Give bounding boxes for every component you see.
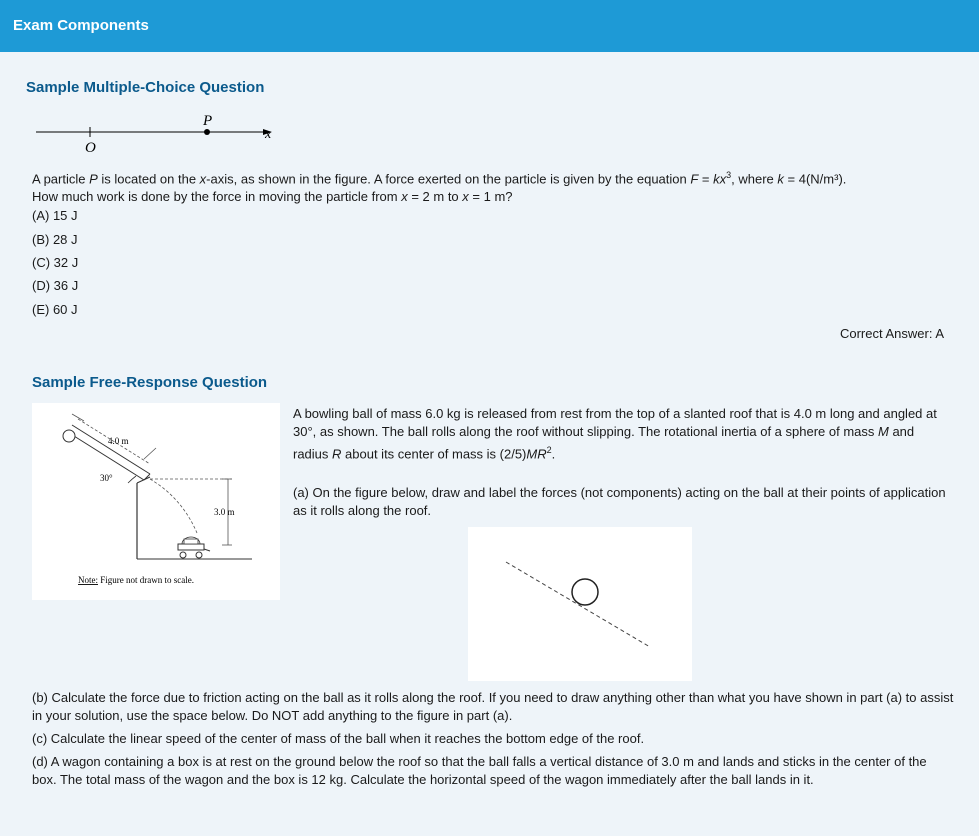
ball-icon	[572, 579, 598, 605]
roof-figure	[32, 403, 280, 600]
mcq-question-line-2: How much work is done by the force in moving the particle from x = 2 m to x = 1 m?	[32, 189, 513, 205]
incline-ball-drawing	[468, 527, 692, 681]
mcq-question-line-1: A particle P is located on the x-axis, as shown in the figure. A force exerted on the particle is given by the equation $F = kx^3$, where k = 4(N/m³).	[32, 170, 847, 187]
frq-part-b: (b) Calculate the force due to friction acting on the ball as it rolls along the roof. If you need to draw anything other than what you have shown in part (a) to assist in your solution, use the space below. Do NOT add anything to the figure in part (a).	[32, 690, 954, 723]
wagon-icon	[178, 537, 210, 558]
figure-note: Note: Figure not drawn to scale.	[78, 575, 194, 585]
frq-intro: A bowling ball of mass 6.0 kg is released from rest from the top of a slanted roof that is 4.0 m long and angled at 30°, as shown. The ball rolls along the roof without slipping. The rotational inertia of a sphere of mass M and radius R about its center of mass is $(2/5)MR^2$.	[293, 406, 937, 462]
height-label: 3.0 m	[214, 507, 235, 517]
x-axis-figure	[30, 108, 290, 158]
frq-heading: Sample Free-Response Question	[32, 374, 268, 391]
point-label: P	[203, 113, 213, 129]
choice-a: (A) 15 J	[32, 208, 78, 223]
incline-ball-figure	[468, 527, 692, 681]
axis-label: x	[265, 127, 272, 142]
choice-e: (E) 60 J	[32, 302, 78, 317]
frq-part-a: (a) On the figure below, draw and label the forces (not components) acting on the ball at their points of application as it rolls along the roof.	[293, 485, 946, 518]
particle-point	[204, 129, 210, 135]
origin-label: O	[85, 140, 96, 156]
choice-d: (D) 36 J	[32, 278, 79, 293]
mcq-question	[32, 166, 962, 206]
roof-length-label: 4.0 m	[108, 436, 129, 446]
mcq-heading: Sample Multiple-Choice Question	[26, 79, 265, 96]
bowling-ball-icon	[63, 430, 75, 442]
correct-answer: Correct Answer: A	[839, 326, 944, 341]
choice-c: (C) 32 J	[32, 255, 79, 270]
roof-figure-drawing	[32, 403, 280, 600]
header-bar	[0, 0, 979, 52]
frq-part-c: (c) Calculate the linear speed of the center of mass of the ball when it reaches the bottom edge of the roof.	[32, 731, 645, 746]
header-title: Exam Components	[13, 17, 149, 34]
roof-angle-label: 30°	[100, 473, 113, 483]
frq-part-d: (d) A wagon containing a box is at rest on the ground below the roof so that the ball falls a vertical distance of 3.0 m and lands and sticks in the center of the box. The total mass of the wagon and the box is 12 kg. Calculate the horizontal speed of the wagon immediately after the ball lands in it.	[32, 754, 927, 787]
choice-b: (B) 28 J	[32, 232, 78, 247]
